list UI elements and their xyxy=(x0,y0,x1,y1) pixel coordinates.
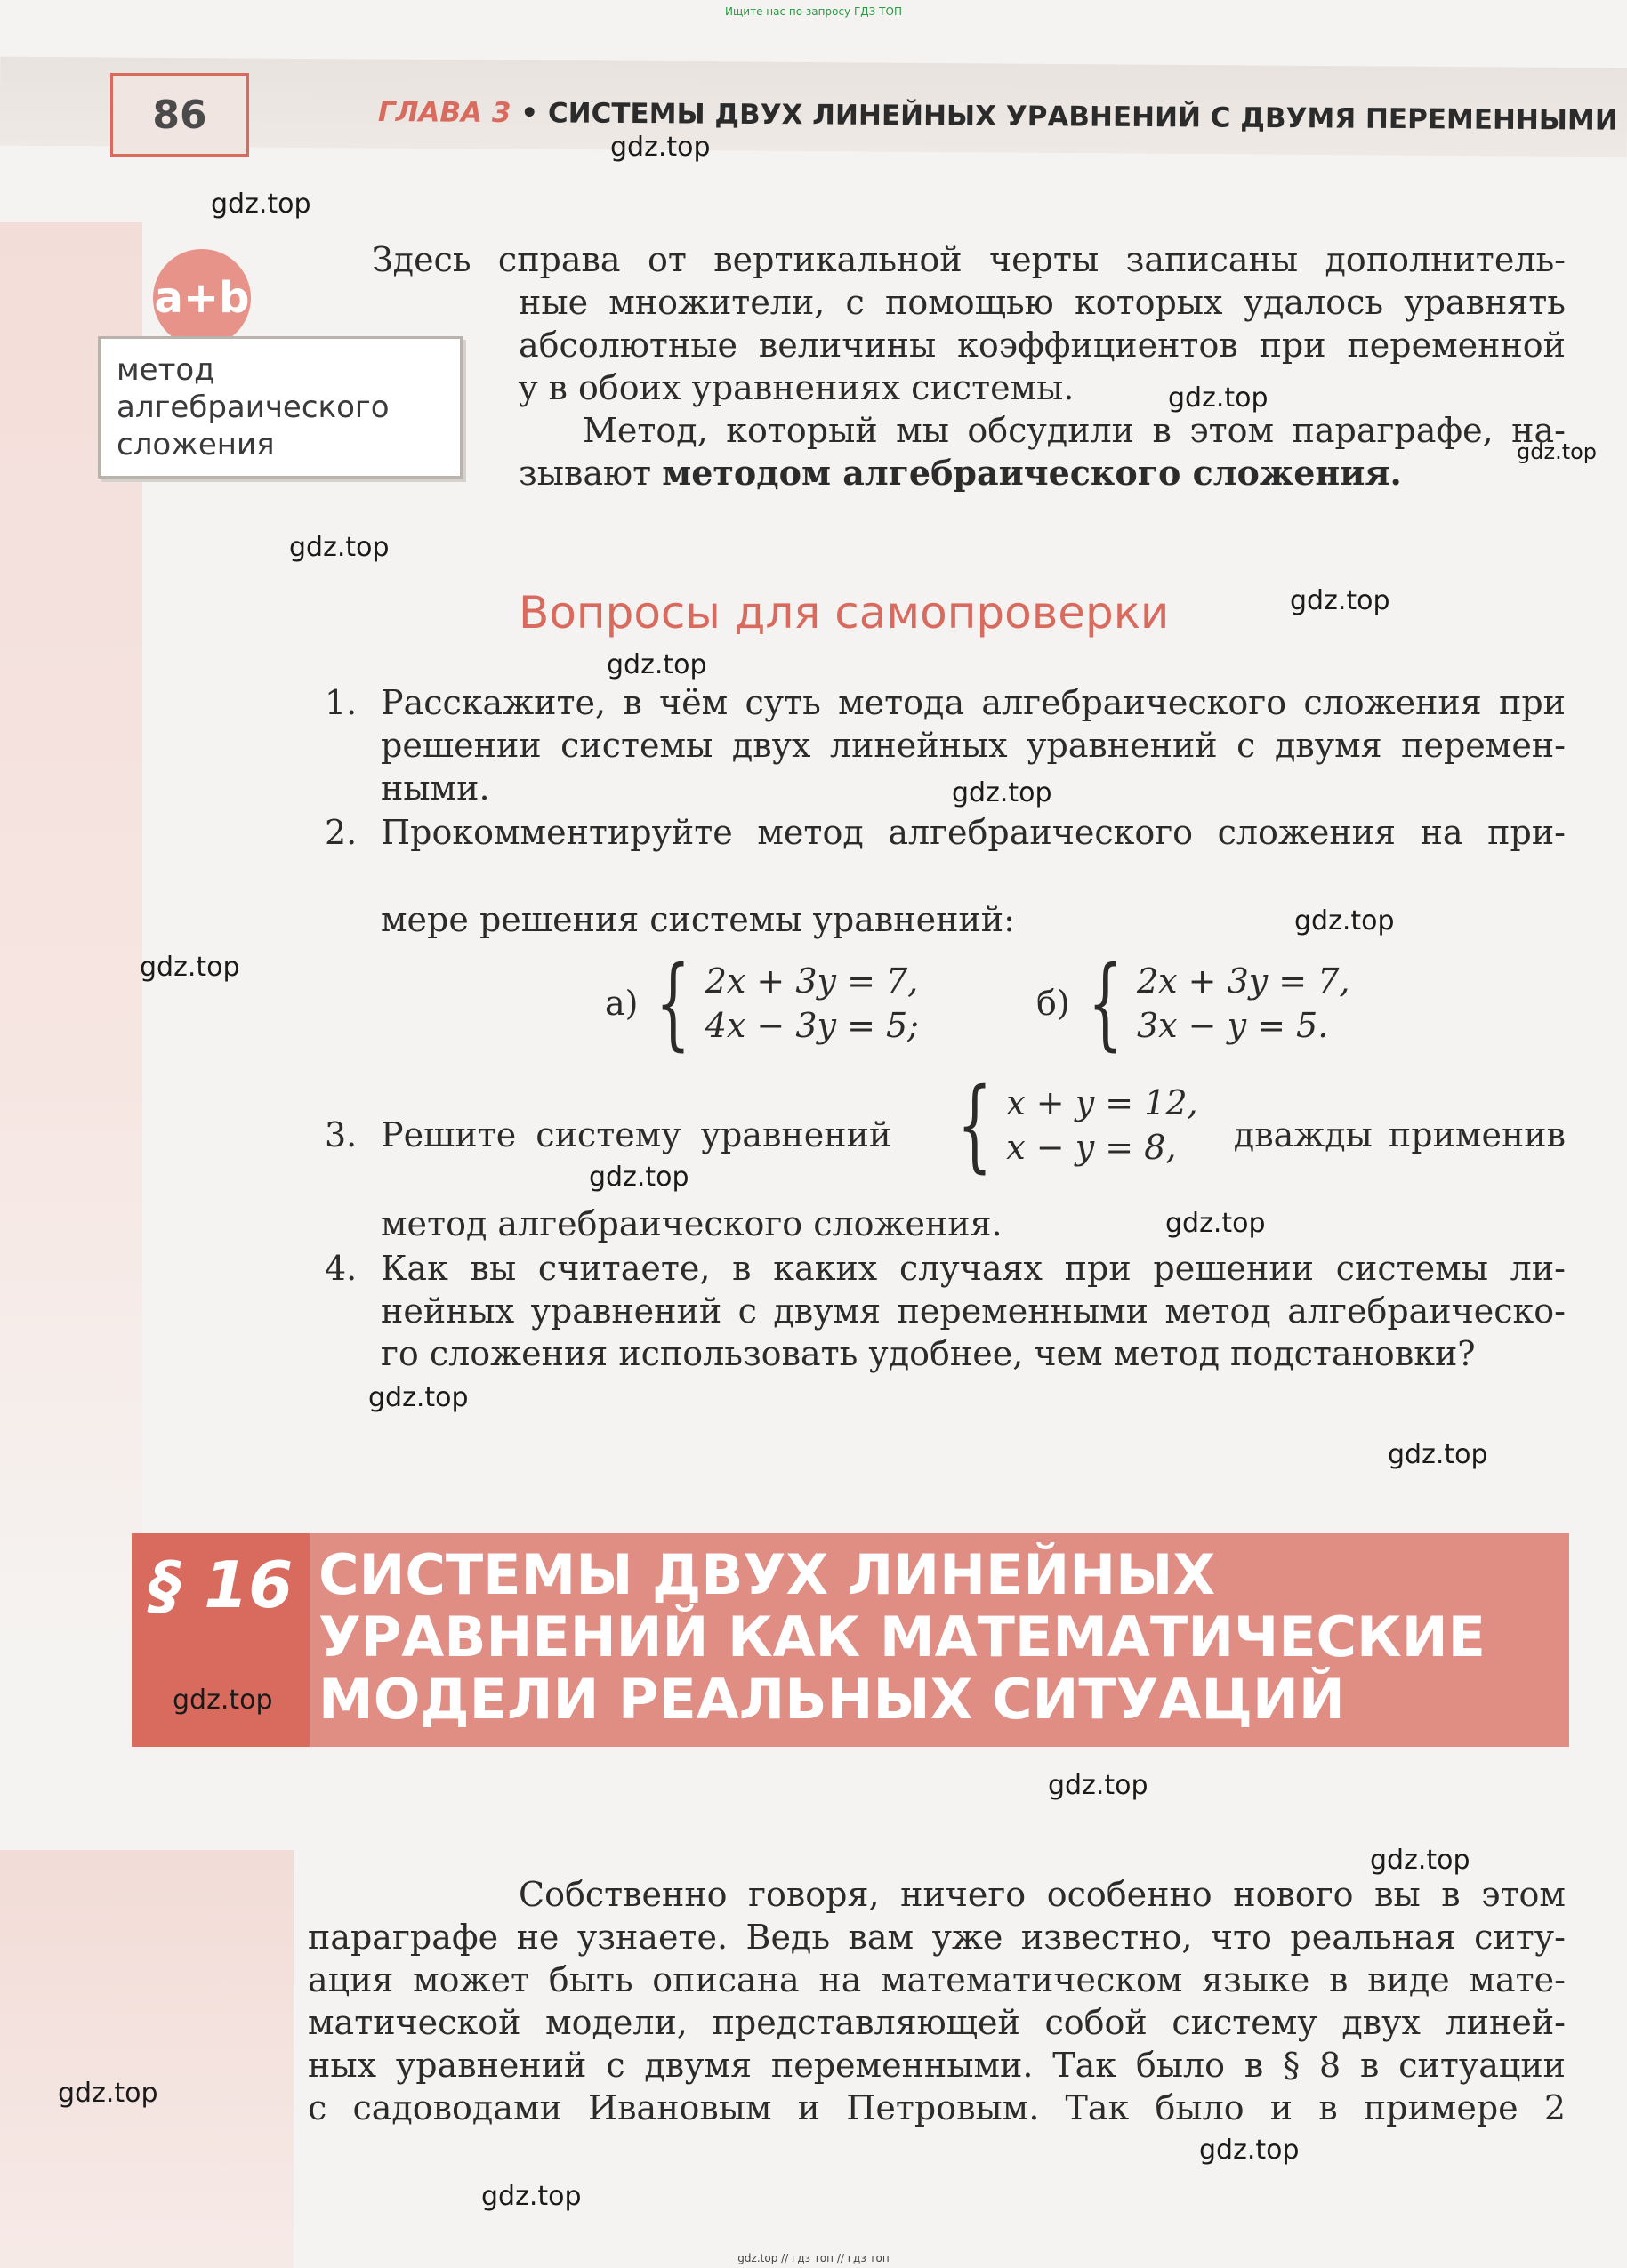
equation: 4x − 3y = 5; xyxy=(705,1006,919,1045)
top-note: Ищите нас по запросу ГДЗ ТОП xyxy=(725,5,902,18)
bullet: • xyxy=(520,97,539,130)
method-term: методом алгебраического сложения. xyxy=(662,453,1402,493)
question-line: дважды применив xyxy=(1233,1115,1566,1154)
body-line: ация может быть описана на математическом языке в виде мате- xyxy=(308,1960,1566,1999)
equation: 2x + 3y = 7, xyxy=(705,961,919,1001)
chapter-label: ГЛАВА 3 xyxy=(377,96,511,130)
watermark: gdz.top xyxy=(1168,382,1269,414)
question-number: 3. xyxy=(325,1115,358,1154)
section-title-line: СИСТЕМЫ ДВУХ ЛИНЕЙНЫХ xyxy=(318,1542,1216,1607)
question-line: го сложения использовать удобнее, чем метод подстановки? xyxy=(381,1334,1476,1373)
watermark: gdz.top xyxy=(1517,439,1598,464)
watermark: gdz.top xyxy=(1290,585,1390,616)
chapter-title: СИСТЕМЫ ДВУХ ЛИНЕЙНЫХ УРАВНЕНИЙ С ДВУМЯ ПЕРЕМЕННЫМИ xyxy=(547,97,1618,137)
intro-line: абсолютные величины коэффициентов при переменной xyxy=(519,326,1566,365)
question-line: решении системы двух линейных уравнений с двумя перемен- xyxy=(381,726,1566,765)
page-number: 86 xyxy=(152,92,207,138)
margin-term-line: алгебраического xyxy=(117,390,390,425)
question-line: мере решения системы уравнений: xyxy=(381,900,1015,939)
brace-icon: { xyxy=(656,945,691,1061)
body-line: Собственно говоря, ничего особенно нового вы в этом xyxy=(519,1875,1566,1914)
section-title-line: УРАВНЕНИЙ КАК МАТЕМАТИЧЕСКИЕ xyxy=(318,1604,1486,1669)
equation: x + y = 12, xyxy=(1006,1083,1198,1122)
section-title xyxy=(318,1544,1555,1731)
intro-line: Метод, который мы обсудили в этом параграфе, на- xyxy=(583,411,1566,450)
watermark: gdz.top xyxy=(58,2078,158,2109)
intro-line: ные множители, с помощью которых удалось уравнять xyxy=(519,283,1566,322)
question-number: 2. xyxy=(325,813,358,852)
algebra-logo-icon xyxy=(153,249,251,347)
equation: 2x + 3y = 7, xyxy=(1136,961,1350,1001)
watermark: gdz.top xyxy=(481,2181,582,2212)
watermark: gdz.top xyxy=(211,189,311,220)
brace-icon: { xyxy=(1087,945,1123,1061)
system-3 xyxy=(943,1067,1198,1183)
watermark: gdz.top xyxy=(607,649,707,680)
question-line: Как вы считаете, в каких случаях при решении системы ли- xyxy=(381,1249,1566,1288)
watermark: gdz.top xyxy=(1048,1770,1148,1801)
question-number: 1. xyxy=(325,683,358,722)
body-line: ных уравнений с двумя переменными. Так было в § 8 в ситуации xyxy=(308,2046,1566,2085)
watermark: gdz.top xyxy=(1388,1439,1488,1470)
watermark: gdz.top xyxy=(610,132,711,163)
body-line: матической модели, представляющей собой систему двух линей- xyxy=(308,2003,1566,2042)
watermark: gdz.top xyxy=(173,1685,273,1716)
watermark: gdz.top xyxy=(1294,905,1395,937)
intro-line xyxy=(519,452,1566,495)
intro-line: Здесь справа от вертикальной черты записаны дополнитель- xyxy=(372,240,1566,279)
intro-text: зывают xyxy=(519,454,663,493)
question-line: нейных уравнений с двумя переменными метод алгебраическо- xyxy=(381,1291,1566,1331)
section-title-line: МОДЕЛИ РЕАЛЬНЫХ СИТУАЦИЙ xyxy=(318,1667,1345,1732)
page-number-box xyxy=(110,73,249,157)
watermark: gdz.top xyxy=(140,952,240,983)
body-line: с садоводами Ивановым и Петровым. Так было и в примере 2 xyxy=(308,2088,1566,2127)
system-label: а) xyxy=(605,984,639,1023)
question-line: ными. xyxy=(381,768,490,808)
watermark: gdz.top xyxy=(952,777,1052,808)
watermark: gdz.top xyxy=(589,1162,689,1193)
body-line: параграфе не узнаете. Ведь вам уже известно, что реальная ситу- xyxy=(308,1918,1566,1957)
equation: x − y = 8, xyxy=(1006,1128,1177,1167)
watermark: gdz.top xyxy=(1165,1208,1266,1239)
logo-text: a+b xyxy=(154,273,250,323)
section-number: § 16 xyxy=(149,1548,294,1622)
watermark: gdz.top xyxy=(289,532,390,563)
intro-line: y в обоих уравнениях системы. xyxy=(519,368,1075,407)
margin-term-line: метод xyxy=(117,352,215,388)
margin-strip-lower xyxy=(0,1850,294,2268)
system-a xyxy=(605,945,919,1061)
watermark: gdz.top xyxy=(1370,1845,1470,1876)
system-b xyxy=(1036,945,1350,1061)
system-label: б) xyxy=(1036,984,1070,1023)
system-equations xyxy=(1137,959,1350,1048)
brace-icon: { xyxy=(957,1067,993,1183)
question-line: метод алгебраического сложения. xyxy=(381,1204,1003,1243)
equation: 3x − y = 5. xyxy=(1136,1006,1329,1045)
system-equations xyxy=(1006,1081,1197,1170)
bottom-note: gdz.top // гдз топ // гдз топ xyxy=(737,2252,890,2264)
watermark: gdz.top xyxy=(1199,2135,1300,2166)
system-equations xyxy=(705,959,919,1048)
question-number: 4. xyxy=(325,1249,358,1288)
margin-term-box xyxy=(98,336,463,479)
margin-term-line: сложения xyxy=(117,427,275,462)
question-line: Расскажите, в чём суть метода алгебраического сложения при xyxy=(381,683,1566,722)
questions-heading: Вопросы для самопроверки xyxy=(519,587,1170,639)
watermark: gdz.top xyxy=(368,1382,469,1413)
question-line: Прокомментируйте метод алгебраического сложения на при- xyxy=(381,813,1566,852)
question-line: Решите систему уравнений xyxy=(381,1115,892,1154)
